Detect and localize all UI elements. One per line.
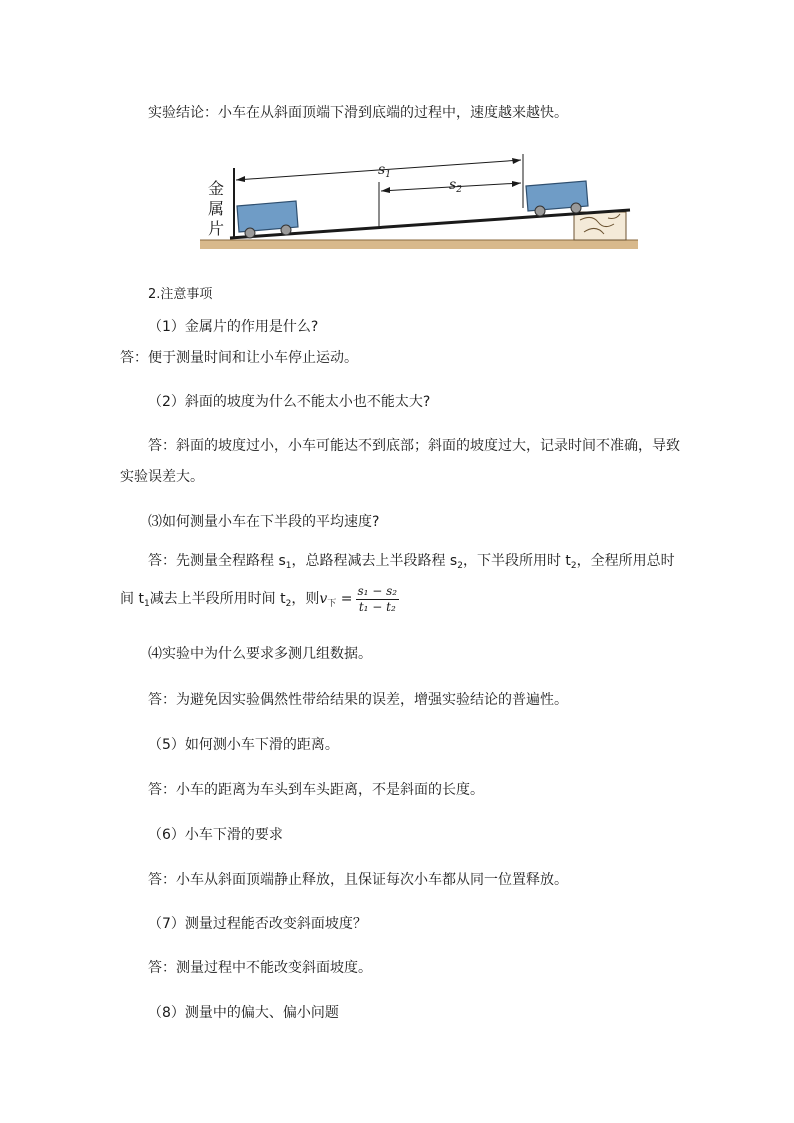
question-4: ⑷实验中为什么要求多测几组数据。 [148, 646, 372, 662]
answer-6: 答：小车从斜面顶端静止释放，且保证每次小车都从同一位置释放。 [148, 872, 568, 888]
s1-arrowhead-right [512, 158, 521, 164]
metal-label-3: 片 [208, 219, 225, 238]
ground-strip [200, 240, 638, 249]
velocity-fraction: $\frac{\text{s₁ − s₂}}{\text{t₁ − t₂}}$ [357, 583, 398, 614]
answer-1: 答：便于测量时间和让小车停止运动。 [120, 350, 358, 366]
question-3: ⑶如何测量小车在下半段的平均速度? [148, 514, 380, 530]
question-6: （6）小车下滑的要求 [148, 827, 283, 843]
section-title: 2.注意事项 [148, 287, 213, 302]
s1-label: $s_1$ [378, 162, 391, 180]
answer-4: 答：为避免因实验偶然性带给结果的误差，增强实验结论的普遍性。 [148, 692, 568, 708]
answer-5: 答：小车的距离为车头到车头距离，不是斜面的长度。 [148, 782, 484, 798]
question-8: （8）测量中的偏大、偏小问题 [148, 1005, 339, 1021]
answer-2-line-1: 答：斜面的坡度过小，小车可能达不到底部；斜面的坡度过大，记录时间不准确，导致 [148, 438, 680, 454]
answer-3-line-1: 答：先测量全程路程 $s_1$，总路程减去上半段路程 $s_2$，下半段所用时 $t_2$，全程所用总时 [148, 553, 675, 571]
cart-top [526, 181, 588, 216]
conclusion-text: 实验结论：小车在从斜面顶端下滑到底端的过程中，速度越来越快。 [148, 105, 568, 121]
question-2: （2）斜面的坡度为什么不能太小也不能太大? [148, 394, 431, 410]
s2-arrowhead-left [381, 187, 390, 193]
s2-arrowhead-right [512, 181, 521, 187]
question-5: （5）如何测小车下滑的距离。 [148, 737, 339, 753]
answer-7: 答：测量过程中不能改变斜面坡度。 [148, 960, 372, 976]
cart-bottom [237, 201, 298, 238]
metal-label-1: 金 [208, 179, 225, 198]
metal-label-2: 属 [208, 199, 225, 218]
incline-experiment-figure [200, 148, 640, 258]
question-7: （7）测量过程能否改变斜面坡度？ [148, 916, 367, 932]
answer-2-line-2: 实验误差大。 [120, 469, 204, 485]
question-1: （1）金属片的作用是什么? [148, 319, 319, 335]
s2-label: $s_2$ [449, 177, 462, 195]
answer-3-line-2: 间 $t_1$减去上半段所用时间 $t_2$，则$v_下$ = $\frac{\text{s₁ − s₂}}{\text{t₁ − t₂}}$ [120, 583, 398, 614]
s1-arrowhead-left [236, 176, 245, 182]
